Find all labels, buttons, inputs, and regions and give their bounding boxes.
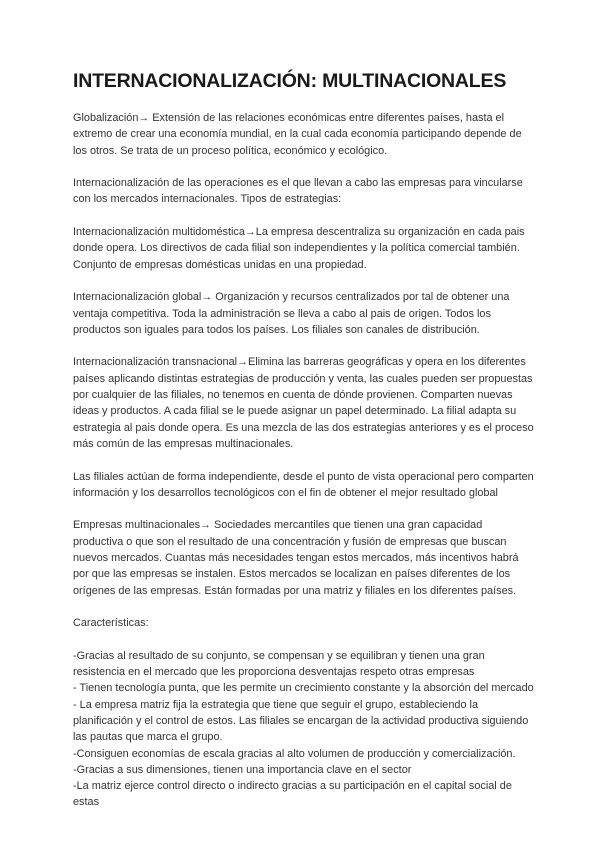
paragraph-globalizacion: Globalización→ Extensión de las relaciones económicas entre diferentes países, hasta el extremo de crear una economía mundial, en la cual cada economía participando depende de los otros. Se trata de un proceso política, económico y ecológico. (73, 112, 522, 157)
list-item: -La matriz ejerce control directo o indirecto gracias a su participación en el capital social de estas (73, 780, 512, 809)
paragraph-multidomestica: Internacionalización multidoméstica→La empresa descentraliza su organización en cada pais donde opera. Los directivos de cada filial son independientes y la política comercial también. Conjunto de empresas domésticas unidas en una propiedad. (73, 226, 525, 271)
paragraph-transnacional: Internacionalización transnacional→Elimina las barreras geográficas y opera en los diferentes países aplicando distintas estrategias de producción y venta, las cuales pueden ser propuestas por cualquier de las filiales, no tenemos en cuenta de dónde provienen. Comparten nuevas ideas y productos. A cada filial se le puede asignar un papel determinado. La filial adapta su estrategia al pais donde opera. Es una mezcla de las dos estrategias anteriores y es el proceso más común de las empresas multinacionales. (73, 356, 534, 450)
list-item: -Gracias a sus dimensiones, tienen una importancia clave en el sector (73, 763, 412, 776)
list-item: -Consiguen economías de escala gracias al alto volumen de producción y comercialización. (73, 747, 516, 760)
paragraph-empresas-multinacionales: Empresas multinacionales→ Sociedades mercantiles que tienen una gran capacidad productiva o que son el resultado de una concentración y fusión de empresas que buscan nuevos mercados. Cuantas más necesidades tengan estos mercados, más incentivos habrá por que las empresas se instalen. Estos mercados se localizan en países diferentes de los orígenes de las empresas. Están formadas por una matriz y filiales en los diferentes países. (73, 519, 519, 597)
caracteristicas-heading: Características: (73, 617, 149, 630)
list-item: -Gracias al resultado de su conjunto, se compensan y se equilibran y tienen una gran resistencia en el mercado que les proporciona desventajas respeto otras empresas (73, 649, 485, 679)
paragraph-internacionalizacion-operaciones: Internacionalización de las operaciones es el que llevan a cabo las empresas para vincularse con los mercados internacionales. Tipos de estrategias: (73, 177, 523, 206)
paragraph-filiales: Las filiales actúan de forma independiente, desde el punto de vista operacional pero comparten información y los desarrollos tecnológicos con el fin de obtener el mejor resultado global (73, 470, 534, 499)
list-item: - Tienen tecnología punta, que les permite un crecimiento constante y la absorción del mercado (73, 682, 534, 695)
document-body (73, 110, 535, 811)
list-item: - La empresa matriz fija la estrategia que tiene que seguir el grupo, estableciendo la planificación y el control de estos. Las filiales se encargan de la actividad productiva siguiendo las pautas que marca el grupo. (73, 698, 529, 744)
page-title: INTERNACIONALIZACIÓN: MULTINACIONALES (73, 70, 507, 92)
paragraph-global: Internacionalización global→ Organización y recursos centralizados por tal de obtener una ventaja competitiva. Toda la administración se lleva a cabo al pais de origen. Todos los productos son iguales para todos los países. Los filiales son canales de distribución. (73, 291, 510, 336)
caracteristicas-list (73, 648, 535, 811)
